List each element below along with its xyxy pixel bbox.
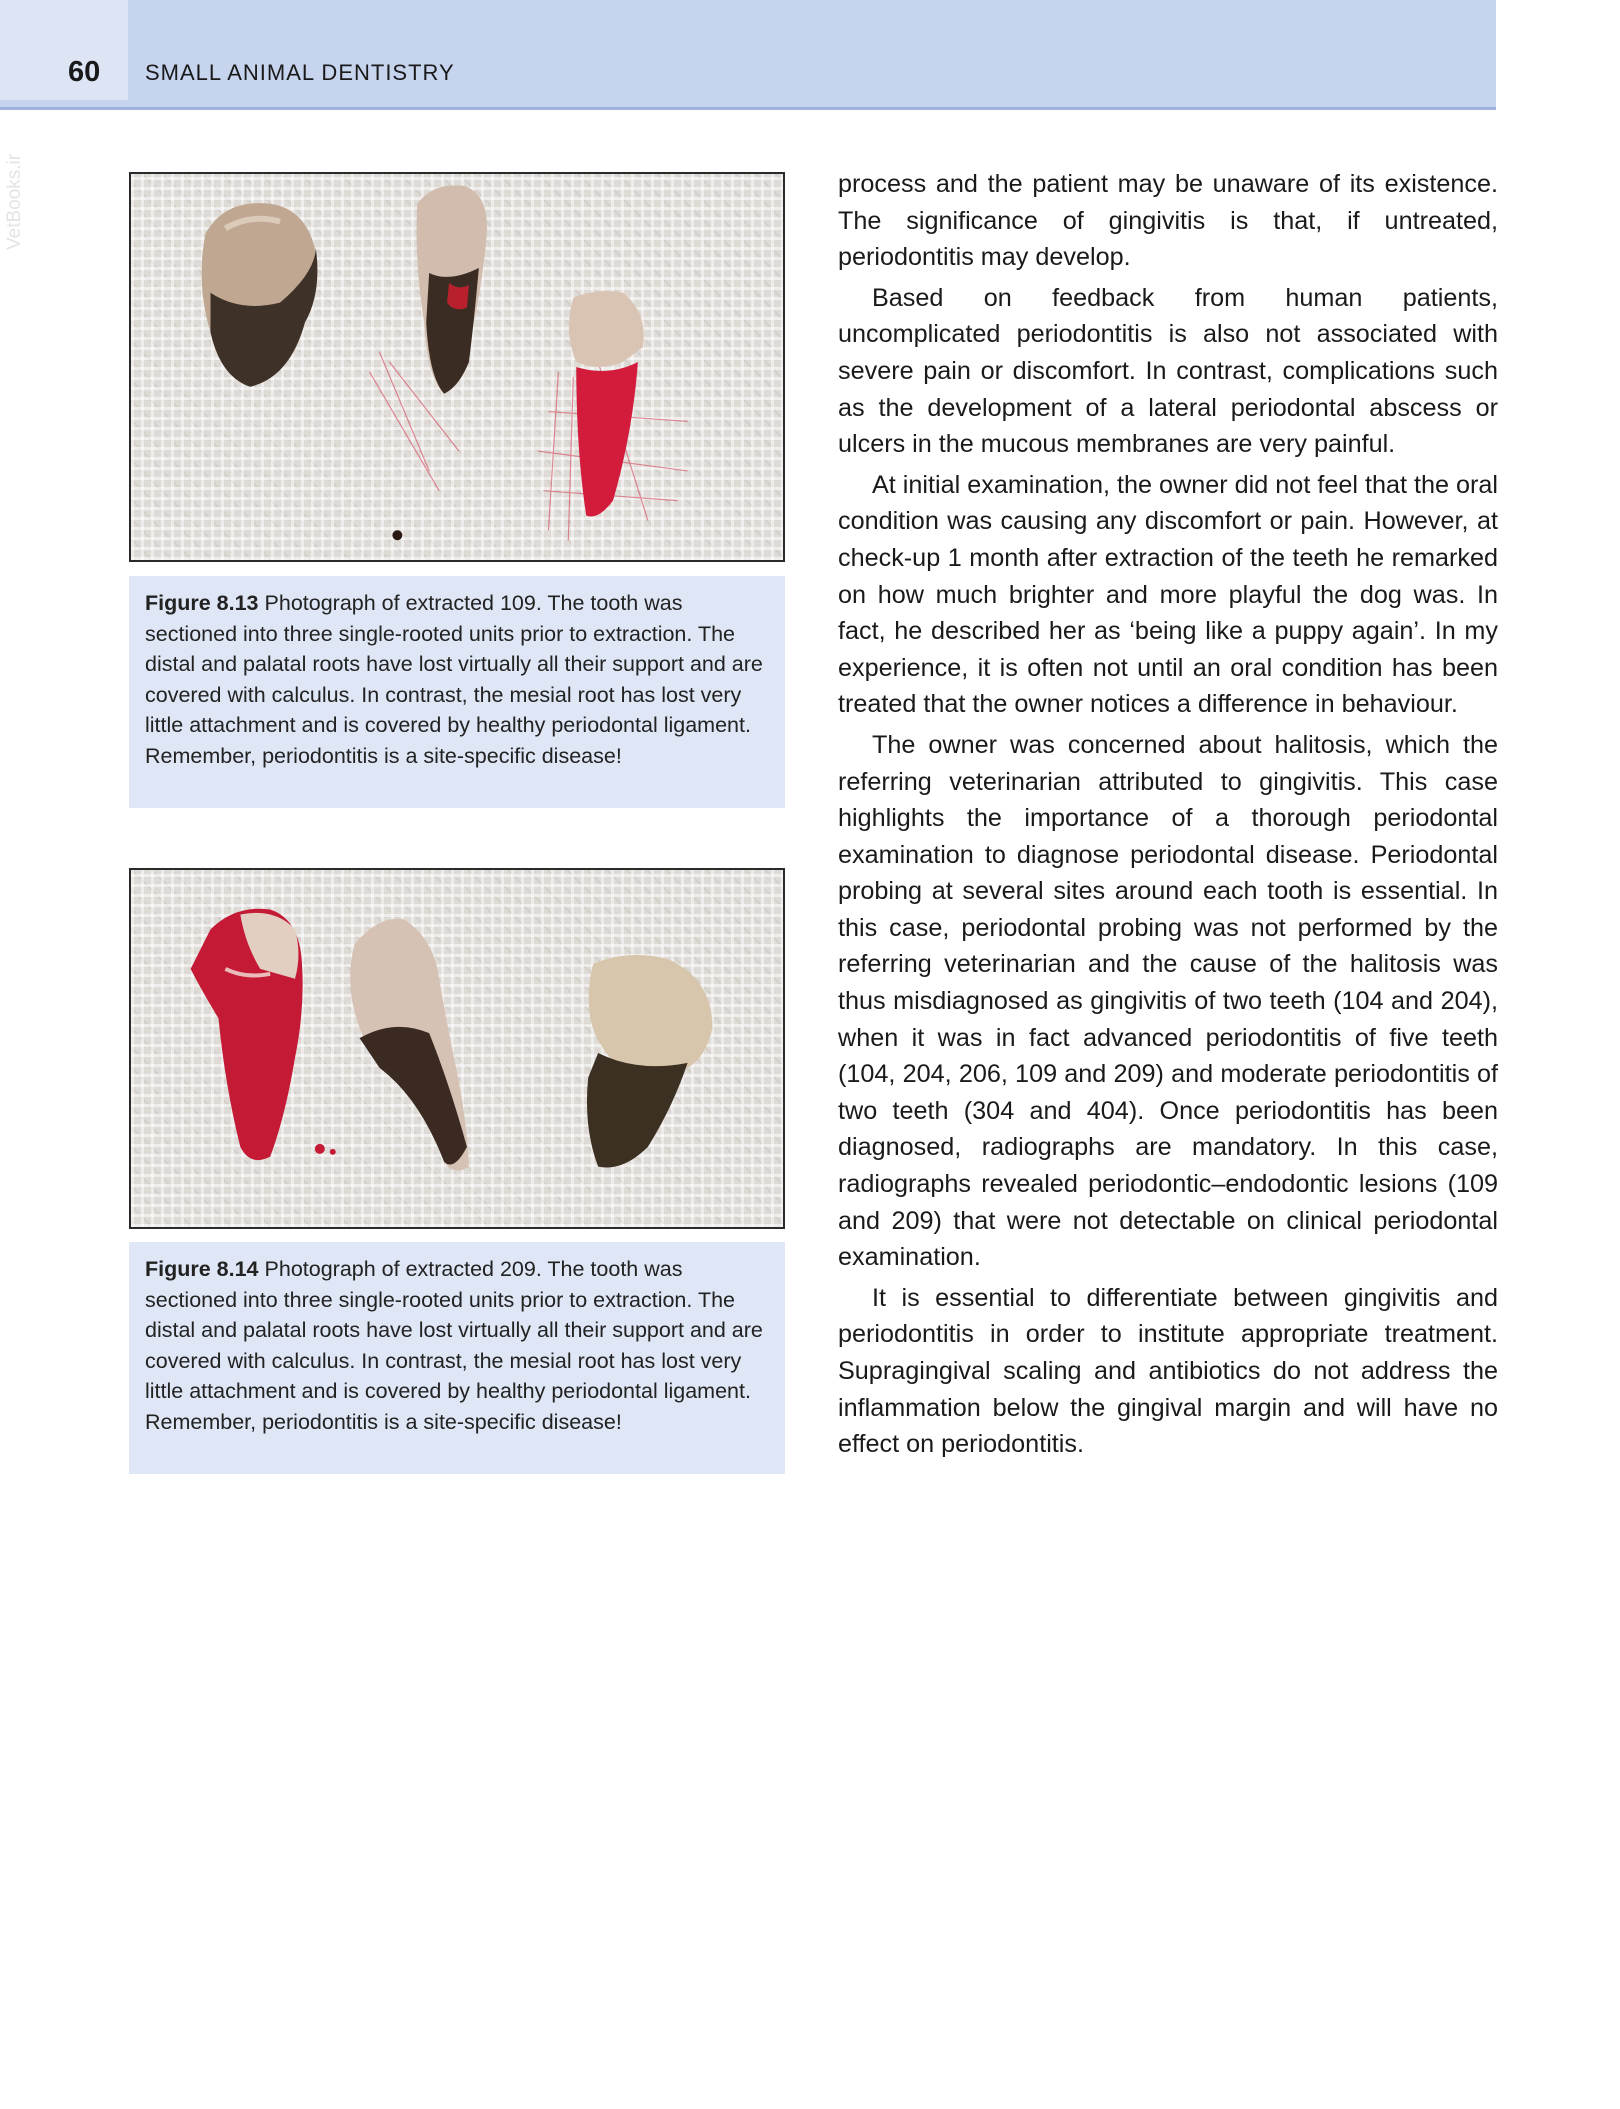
- page-number: 60: [68, 56, 101, 88]
- body-paragraph: The owner was concerned about halitosis, which the referring veterinarian attributed to gingivitis. This case highlights the importance of a thorough periodontal examination to diagnose periodontal disease. Periodontal probing at several sites around each tooth is essential. In this case, periodontal probing was not performed by the referring veterinarian and the cause of the halitosis was thus misdiagnosed as gingivitis of two teeth (104 and 204), when it was in fact advanced periodontitis of five teeth (104, 204, 206, 109 and 209) and moderate periodontitis of two teeth (304 and 404). Once periodontitis has been diagnosed, radiographs are mandatory. In this case, radiographs revealed periodontic–endodontic lesions (109 and 209) that were not detectable on clinical periodontal examination.: [838, 730, 1498, 1272]
- figure-8-13-photo: [129, 172, 785, 562]
- figure-caption-text: Photograph of extracted 209. The tooth was sectioned into three single-rooted units prior to extraction. The distal and palatal roots have lost virtually all their support and are covered with calculus. In contrast, the mesial root has lost very little attachment and is covered by healthy periodontal ligament. Remember, periodontitis is a site-specific disease!: [145, 1257, 763, 1434]
- body-paragraph: process and the patient may be unaware of its existence. The significance of gingivitis is that, if untreated, periodontitis may develop.: [838, 170, 1498, 272]
- figure-8-14-caption: [129, 1242, 785, 1474]
- watermark: VetBooks.ir: [4, 153, 25, 250]
- body-text-column: [838, 166, 1498, 1467]
- figure-caption-text: Photograph of extracted 109. The tooth was sectioned into three single-rooted units prior to extraction. The distal and palatal roots have lost virtually all their support and are covered with calculus. In contrast, the mesial root has lost very little attachment and is covered by healthy periodontal ligament. Remember, periodontitis is a site-specific disease!: [145, 591, 763, 768]
- figure-label: Figure 8.14: [145, 1257, 259, 1281]
- body-paragraph: At initial examination, the owner did not feel that the oral condition was causing any discomfort or pain. However, at check-up 1 month after extraction of the teeth he remarked on how much brighter and more playful the dog was. In fact, he described her as ‘being like a puppy again’. In my experience, it is often not until an oral condition has been treated that the owner notices a difference in behaviour.: [838, 470, 1498, 719]
- running-header: [0, 0, 1496, 110]
- figure-8-14-photo: [129, 868, 785, 1229]
- page-number-box: [0, 0, 128, 100]
- running-head-title: SMALL ANIMAL DENTISTRY: [145, 60, 455, 85]
- figure-label: Figure 8.13: [145, 591, 259, 615]
- figure-8-13-caption: [129, 576, 785, 808]
- body-paragraph: Based on feedback from human patients, uncomplicated periodontitis is also not associated with severe pain or discomfort. In contrast, complications such as the development of a lateral periodontal abscess or ulcers in the mucous membranes are very painful.: [838, 283, 1498, 459]
- body-paragraph: It is essential to differentiate between gingivitis and periodontitis in order to institute appropriate treatment. Supragingival scaling and antibiotics do not address the inflammation below the gingival margin and will have no effect on periodontitis.: [838, 1283, 1498, 1459]
